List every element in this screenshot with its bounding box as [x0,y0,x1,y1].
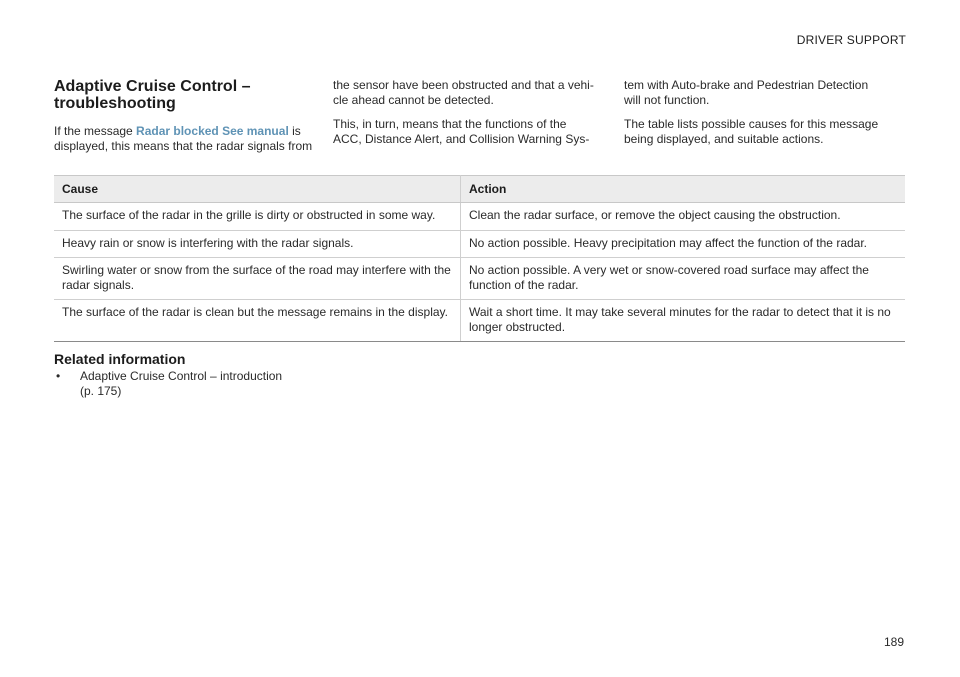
col3-line-d: being displayed, and suitable actions. [624,131,824,146]
action-cell: No action possible. A very wet or snow-covered road surface may affect the function of the radar. [461,258,906,300]
column-header-cause: Cause [54,176,461,203]
intro-column-3 [624,78,904,156]
list-item[interactable] [54,369,282,398]
radar-blocked-message: Radar blocked See manual [136,124,289,138]
page-number: 189 [883,635,904,649]
action-cell: No action possible. Heavy precipitation may affect the function of the radar. [461,230,906,258]
related-link-title: Adaptive Cruise Control – introduction [80,369,283,383]
col2-line-c: This, in turn, means that the functions of the [333,117,567,131]
intro-column-1 [54,124,316,153]
intro-text-is: is [288,124,301,138]
cause-cell: Swirling water or snow from the surface of the road may interfere with the radar signals. [54,258,461,300]
table-row [54,258,905,300]
cause-cell: The surface of the radar in the grille is dirty or obstructed in some way. [54,203,461,231]
col2-line-b: cle ahead cannot be detected. [333,92,494,107]
intro-text-start: If the message [54,124,137,138]
table-row [54,203,905,231]
related-link-page: (p. 175) [80,383,122,398]
table-row [54,300,905,342]
table-row [54,230,905,258]
col2-line-a: the sensor have been obstructed and that a vehi- [333,78,594,92]
action-cell: Wait a short time. It may take several minutes for the radar to detect that it is no longer obstructed. [461,300,906,342]
action-cell: Clean the radar surface, or remove the object causing the obstruction. [461,203,906,231]
intro-column-2 [333,78,605,156]
title-line-1: Adaptive Cruise Control – [54,78,251,95]
col2-line-d: ACC, Distance Alert, and Collision Warning Sys- [333,131,590,146]
related-information-list [54,369,282,398]
section-header: DRIVER SUPPORT [796,33,906,47]
col3-line-a: tem with Auto-brake and Pedestrian Detection [624,78,869,92]
table-header-row [54,176,905,203]
bullet-icon: • [56,369,61,383]
column-header-action: Action [461,176,906,203]
related-information-heading: Related information [54,351,186,367]
title-line-2: troubleshooting [54,95,176,112]
col3-line-c: The table lists possible causes for this message [624,117,879,131]
page-title [54,78,324,112]
cause-cell: Heavy rain or snow is interfering with the radar signals. [54,230,461,258]
troubleshooting-table [54,175,905,342]
col3-line-b: will not function. [624,92,710,107]
cause-cell: The surface of the radar is clean but the message remains in the display. [54,300,461,342]
related-link[interactable] [80,369,282,398]
intro-text-cont: displayed, this means that the radar signals from [54,138,313,153]
